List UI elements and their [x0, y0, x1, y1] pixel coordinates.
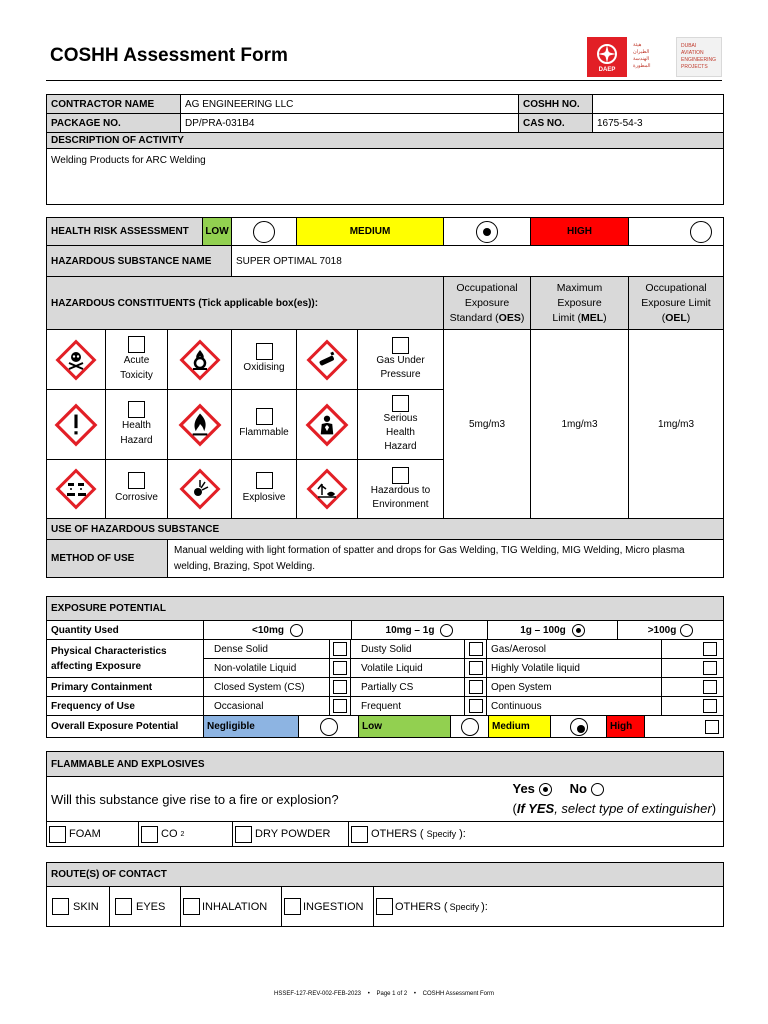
oes-header: Occupational Exposure Standard (OES) [444, 277, 531, 330]
frequency-frequent: Frequent [351, 697, 465, 716]
gas-aerosol-checkbox[interactable] [703, 642, 717, 656]
oes-value[interactable]: 5mg/m3 [444, 330, 531, 519]
overall-high-option[interactable] [645, 716, 723, 737]
hazard-corrosive: Corrosive [106, 460, 168, 519]
hazard-oxidising: Oxidising [232, 330, 297, 390]
fire-question: Will this substance give rise to a fire or explosion? [47, 777, 509, 822]
highly-volatile-liquid-checkbox[interactable] [703, 661, 717, 675]
package-label: PACKAGE NO. [47, 114, 181, 133]
environment-checkbox[interactable] [392, 467, 409, 484]
foam-checkbox[interactable] [49, 826, 66, 843]
contact-eyes[interactable]: EYES [109, 887, 180, 926]
serious-health-hazard-checkbox[interactable] [392, 395, 409, 412]
physical-characteristics-label: Physical Characteristics affecting Exposure [47, 640, 204, 678]
flame-icon [177, 402, 223, 448]
skin-checkbox[interactable] [52, 898, 69, 915]
overall-low-radio[interactable] [461, 718, 479, 736]
corrosion-icon [54, 467, 98, 511]
overall-low-label: Low [359, 716, 451, 737]
ghs-gas-pressure-cell [297, 330, 358, 390]
containment-partial: Partially CS [351, 678, 465, 697]
physical-dusty-solid: Dusty Solid [351, 640, 465, 659]
quantity-4-radio[interactable] [680, 624, 693, 637]
environment-icon [305, 467, 349, 511]
contact-inhalation[interactable]: INHALATION [180, 887, 281, 926]
extinguisher-co2[interactable]: CO 2 [138, 822, 232, 846]
page-footer: HSSEF-127-REV-002-FEB-2023 • Page 1 of 2 • COSHH Assessment Form [273, 991, 494, 997]
dusty-solid-checkbox[interactable] [469, 642, 483, 656]
extinguisher-foam[interactable]: FOAM [47, 826, 138, 843]
exposure-potential-label: EXPOSURE POTENTIAL [47, 597, 724, 621]
non-volatile-liquid-checkbox[interactable] [333, 661, 347, 675]
physical-dense-solid: Dense Solid [204, 640, 330, 659]
risk-low-radio[interactable] [253, 221, 275, 243]
use-of-substance-label: USE OF HAZARDOUS SUBSTANCE [47, 519, 724, 540]
description-label: DESCRIPTION OF ACTIVITY [47, 133, 724, 149]
contractor-label: CONTRACTOR NAME [47, 95, 181, 114]
others-contact-checkbox[interactable] [376, 898, 393, 915]
co2-checkbox[interactable] [141, 826, 158, 843]
ghs-flammable-cell [168, 390, 232, 460]
extinguisher-dry-powder[interactable]: DRY POWDER [232, 822, 348, 846]
ghs-serious-health-cell [297, 390, 358, 460]
overall-medium-radio[interactable] [570, 718, 588, 736]
risk-medium-label: MEDIUM [297, 218, 444, 246]
flame-over-circle-icon [178, 338, 222, 382]
logo-arabic-text: هيئة الطيران الهندسة المطورة [633, 42, 651, 69]
acute-toxicity-checkbox[interactable] [128, 336, 145, 353]
exclamation-mark-icon [53, 402, 99, 448]
contact-skin[interactable]: SKIN [47, 898, 109, 915]
containment-open: Open System [487, 678, 662, 697]
overall-low-option[interactable] [451, 716, 489, 737]
fire-no-radio[interactable] [591, 783, 604, 796]
open-system-checkbox[interactable] [703, 680, 717, 694]
method-of-use-label: METHOD OF USE [47, 540, 168, 578]
quantity-2-radio[interactable] [440, 624, 453, 637]
oel-value[interactable]: 1mg/m3 [629, 330, 724, 519]
health-risk-label: HEALTH RISK ASSESSMENT [51, 226, 189, 237]
quantity-option-2[interactable]: 10mg – 1g [352, 621, 488, 639]
oxidising-checkbox[interactable] [256, 343, 273, 360]
mel-value[interactable]: 1mg/m3 [531, 330, 629, 519]
health-hazard-checkbox[interactable] [128, 401, 145, 418]
quantity-option-3[interactable]: 1g – 100g [488, 621, 618, 639]
frequency-label: Frequency of Use [47, 697, 204, 716]
package-value[interactable]: DP/PRA-031B4 [181, 114, 519, 133]
hazard-gas-under-pressure: Gas Under Pressure [358, 330, 444, 390]
risk-medium-option[interactable] [444, 218, 531, 246]
footer-form-name: COSHH Assessment Form [422, 991, 494, 997]
cas-no-value[interactable]: 1675-54-3 [593, 114, 724, 133]
hazard-acute-toxicity: Acute Toxicity [106, 330, 168, 390]
containment-label: Primary Containment [47, 678, 204, 697]
ghs-environment-cell [297, 460, 358, 519]
risk-low-label: LOW [202, 218, 231, 245]
page-title: COSHH Assessment Form [50, 45, 288, 66]
closed-system-checkbox[interactable] [333, 680, 347, 694]
contractor-value[interactable]: AG ENGINEERING LLC [181, 95, 519, 114]
constituents-label: HAZARDOUS CONSTITUENTS (Tick applicable box(es)): [47, 277, 444, 330]
flammable-checkbox[interactable] [256, 408, 273, 425]
mel-header: Maximum Exposure Limit (MEL) [531, 277, 629, 330]
ghs-corrosive-cell [47, 460, 106, 519]
hazard-environment: Hazardous to Environment [358, 460, 444, 519]
route-of-contact-table [46, 862, 724, 927]
logo-badge: DAEP [598, 67, 616, 73]
overall-high-label: High [607, 716, 645, 737]
contact-ingestion[interactable]: INGESTION [281, 887, 373, 926]
containment-closed: Closed System (CS) [204, 678, 330, 697]
quantity-option-1[interactable]: <10mg [204, 621, 352, 639]
explosive-checkbox[interactable] [256, 472, 273, 489]
physical-volatile-liquid: Volatile Liquid [351, 659, 465, 678]
contractor-info-table [46, 94, 724, 205]
title-divider [46, 80, 722, 81]
substance-label: HAZARDOUS SUBSTANCE NAME [47, 246, 232, 277]
ghs-acute-toxicity-cell [47, 330, 106, 390]
quantity-option-4[interactable]: >100g [618, 621, 723, 639]
gas-under-pressure-checkbox[interactable] [392, 337, 409, 354]
fire-yes-radio[interactable] [539, 783, 552, 796]
ghs-health-hazard-cell [47, 390, 106, 460]
substance-value[interactable]: SUPER OPTIMAL 7018 [232, 246, 724, 277]
continuous-checkbox[interactable] [703, 699, 717, 713]
physical-highly-volatile-liquid: Highly Volatile liquid [487, 659, 662, 678]
contact-others[interactable]: OTHERS ( Specify ): [373, 887, 723, 926]
footer-doc-ref: HSSEF-127-REV-002-FEB-2023 [273, 991, 362, 997]
exposure-potential-table [46, 596, 724, 738]
corrosive-checkbox[interactable] [128, 472, 145, 489]
footer-page: Page 1 of 2 [376, 991, 408, 997]
quantity-label: Quantity Used [47, 621, 204, 640]
frequency-continuous: Continuous [487, 697, 662, 716]
overall-negligible-option[interactable] [299, 716, 359, 737]
frequent-checkbox[interactable] [469, 699, 483, 713]
overall-negligible-label: Negligible [204, 716, 299, 737]
route-of-contact-label: ROUTE(S) OF CONTACT [47, 863, 724, 887]
dense-solid-checkbox[interactable] [333, 642, 347, 656]
coshh-no-label: COSHH NO. [519, 95, 593, 114]
flammable-label: FLAMMABLE AND EXPLOSIVES [47, 752, 724, 777]
others-extinguisher-checkbox[interactable] [351, 826, 368, 843]
ingestion-checkbox[interactable] [284, 898, 301, 915]
extinguisher-others[interactable]: OTHERS ( Specify ): [348, 822, 723, 846]
hazard-health: Health Hazard [106, 390, 168, 460]
quantity-1-radio[interactable] [290, 624, 303, 637]
eyes-checkbox[interactable] [115, 898, 132, 915]
overall-exposure-label: Overall Exposure Potential [47, 716, 204, 738]
overall-high-checkbox[interactable] [705, 720, 719, 734]
risk-medium-radio[interactable] [476, 221, 498, 243]
cas-no-label: CAS NO. [519, 114, 593, 133]
gas-cylinder-icon [305, 338, 349, 382]
physical-gas-aerosol: Gas/Aerosol [487, 640, 662, 659]
skull-crossbones-icon [54, 338, 98, 382]
overall-medium-option[interactable] [551, 716, 607, 737]
overall-negligible-radio[interactable] [320, 718, 338, 736]
hazard-serious-health: Serious Health Hazard [358, 390, 444, 460]
flammable-table [46, 751, 724, 847]
health-risk-table [46, 217, 724, 578]
health-hazard-icon [304, 402, 350, 448]
method-of-use-value[interactable]: Manual welding with light formation of spatter and drops for Gas Welding, TIG Welding, MIG Welding, Micro plasma welding, Brazing, Spot Welding. [168, 540, 724, 578]
exploding-bomb-icon [178, 467, 222, 511]
volatile-liquid-checkbox[interactable] [469, 661, 483, 675]
risk-high-radio[interactable] [690, 221, 712, 243]
inhalation-checkbox[interactable] [183, 898, 200, 915]
risk-low-option[interactable] [232, 218, 297, 246]
hazard-flammable: Flammable [232, 390, 297, 460]
description-value[interactable]: Welding Products for ARC Welding [47, 149, 724, 205]
quantity-3-radio[interactable] [572, 624, 585, 637]
overall-medium-label: Medium [489, 716, 551, 737]
physical-non-volatile-liquid: Non-volatile Liquid [204, 659, 330, 678]
hazard-explosive: Explosive [232, 460, 297, 519]
occasional-checkbox[interactable] [333, 699, 347, 713]
fire-answer: Yes No (If YES, select type of extinguisher) [509, 777, 724, 822]
risk-high-label: HIGH [531, 218, 629, 246]
frequency-occasional: Occasional [204, 697, 330, 716]
logo-english-text: DUBAI AVIATION ENGINEERING PROJECTS [676, 37, 722, 77]
coshh-no-value[interactable] [593, 95, 724, 114]
dry-powder-checkbox[interactable] [235, 826, 252, 843]
daep-logo [587, 37, 627, 77]
risk-high-option[interactable] [629, 218, 724, 246]
partially-cs-checkbox[interactable] [469, 680, 483, 694]
ghs-explosive-cell [168, 460, 232, 519]
ghs-oxidising-cell [168, 330, 232, 390]
oel-header: Occupational Exposure Limit (OEL) [629, 277, 724, 330]
